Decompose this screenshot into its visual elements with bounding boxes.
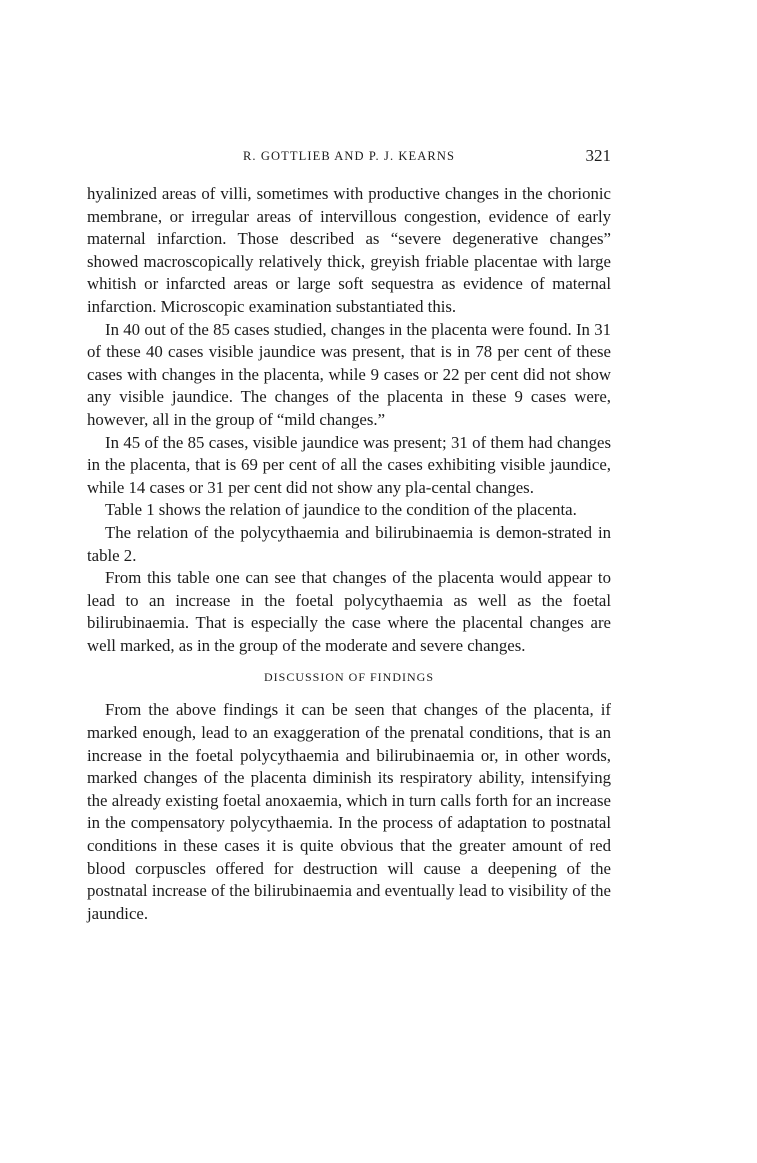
paragraph: Table 1 shows the relation of jaundice to the condition of the placenta. (105, 500, 577, 520)
running-title: R. GOTTLIEB AND P. J. KEARNS (242, 149, 456, 163)
paragraph: From the above findings it can be seen that changes of the placenta, if marked enough, lead to an exaggeration of the prenatal conditions, that is an increase in the foetal polycythaemia and bilirubinaemia or, in other words, marked changes of the placenta diminish its respiratory ability, intensifying the already existing foetal anoxaemia, which in turn calls forth for an increase in the compensatory polycythaemia. In the process of adaptation to postnatal conditions in these cases it is quite obvious that the greater amount of red blood corpuscles offered for destruction will cause a deepening of the postnatal increase of the bilirubinaemia and eventually lead to visibility of the jaundice. (87, 700, 611, 923)
paragraph: From this table one can see that changes of the placenta would appear to lead to an increase in the foetal polycythaemia as well as the foetal bilirubinaemia. That is especially the case where the placental changes are well marked, as in the group of the moderate and severe changes. (87, 568, 611, 655)
paragraph: In 45 of the 85 cases, visible jaundice was present; 31 of them had changes in the placenta, that is 69 per cent of all the cases exhibiting visible jaundice, while 14 cases or 31 per cent did not show any pla-cental changes. (87, 432, 611, 497)
document-page (87, 0, 611, 1163)
section-heading: DISCUSSION OF FINDINGS (263, 670, 435, 685)
paragraph: In 40 out of the 85 cases studied, changes in the placenta were found. In 31 of these 40 cases visible jaundice was present, that is in 78 per cent of these cases with changes in the placenta, while 9 cases or 22 per cent did not show any visible jaundice. The changes of the placenta in these 9 cases were, however, all in the group of “mild changes.” (87, 319, 611, 429)
paragraph: The relation of the polycythaemia and bilirubinaemia is demon-strated in table 2. (87, 522, 611, 565)
running-header (87, 144, 611, 168)
page-number: 321 (585, 146, 611, 165)
paragraph-continued: hyalinized areas of villi, sometimes with productive changes in the chorionic membrane, or irregular areas of intervillous congestion, evidence of early maternal infarction. Those described as “severe degenerative changes” showed macroscopically relatively thick, greyish friable placentae with large whitish or infarcted areas or large soft sequestra as evidence of maternal infarction. Microscopic examination substantiated this. (87, 184, 611, 316)
body-text (87, 183, 611, 925)
